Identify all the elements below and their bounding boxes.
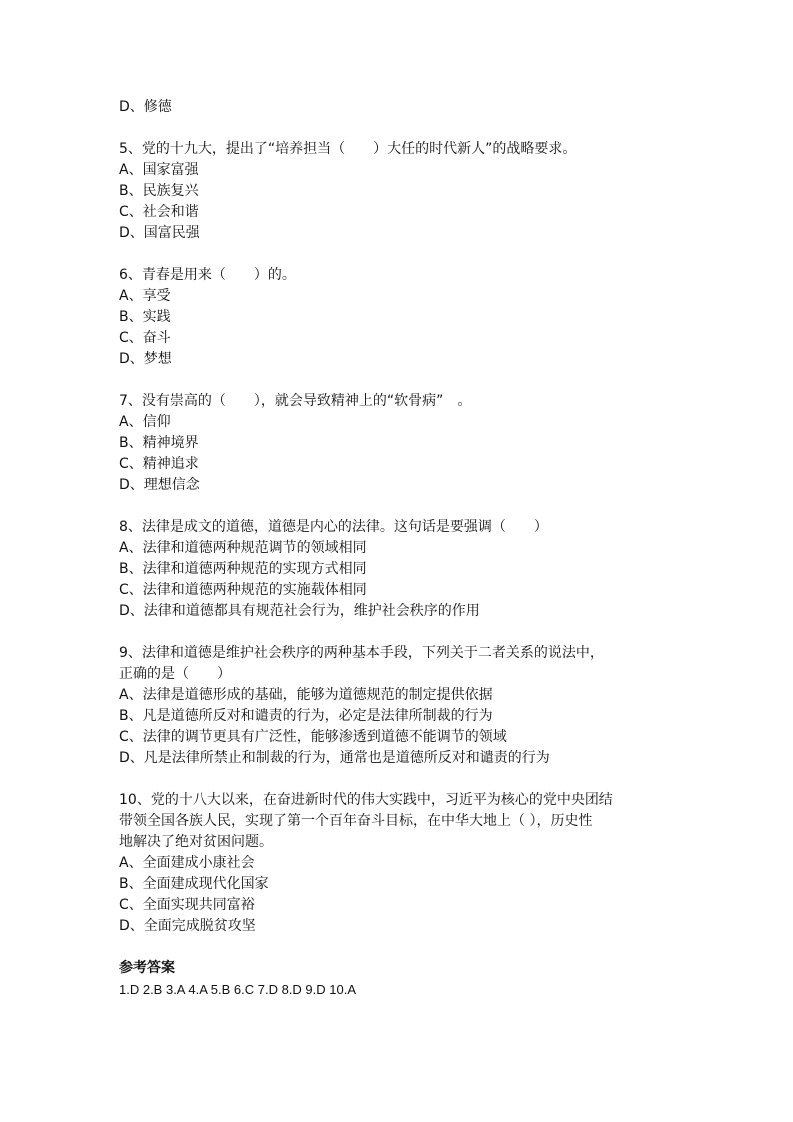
spacer	[119, 769, 679, 790]
spacer	[119, 244, 679, 265]
q10-option-d: D、全面完成脱贫攻坚	[119, 918, 256, 934]
q6-option-a: A、享受	[119, 288, 171, 304]
answer-key-text: 1.D 2.B 3.A 4.A 5.B 6.C 7.D 8.D 9.D 10.A	[119, 982, 357, 997]
q7-option-d: D、理想信念	[119, 477, 200, 493]
q8-option-a: A、法律和道德两种规范调节的领域相同	[119, 540, 367, 556]
q5-option-c: C、社会和谐	[119, 204, 199, 220]
q7-option-a: A、信仰	[119, 414, 171, 430]
q7-option-c: C、精神追求	[119, 456, 199, 472]
answer-key-title: 参考答案	[119, 960, 175, 976]
q10-option-b: B、全面建成现代化国家	[119, 876, 269, 892]
q6-stem: 6、青春是用来（ ）的。	[119, 267, 296, 283]
q6-option-c: C、奋斗	[119, 330, 171, 346]
q9-option-d: D、凡是法律所禁止和制裁的行为，通常也是道德所反对和谴责的行为	[119, 750, 550, 766]
spacer	[119, 496, 679, 517]
q5-stem: 5、党的十九大，提出了“培养担当（ ）大任的时代新人”的战略要求。	[119, 141, 577, 157]
q9-option-a: A、法律是道德形成的基础，能够为道德规范的制定提供依据	[119, 687, 493, 703]
q9-option-c: C、法律的调节更具有广泛性，能够渗透到道德不能调节的领域	[119, 729, 507, 745]
q5-option-b: B、民族复兴	[119, 183, 199, 199]
q5-option-d: D、国富民强	[119, 225, 200, 241]
q9-stem-line-2: 正确的是（ ）	[119, 666, 231, 682]
q10-option-c: C、全面实现共同富裕	[119, 897, 255, 913]
q5-option-a: A、国家富强	[119, 162, 199, 178]
document-page	[119, 97, 679, 1000]
q6-option-d: D、梦想	[119, 351, 172, 367]
spacer	[119, 118, 679, 139]
q8-option-d: D、法律和道德都具有规范社会行为，维护社会秩序的作用	[119, 603, 480, 619]
q7-stem: 7、没有崇高的（ ），就会导致精神上的“软骨病” 。	[119, 393, 472, 409]
q7-option-b: B、精神境界	[119, 435, 199, 451]
spacer	[119, 370, 679, 391]
q8-option-c: C、法律和道德两种规范的实施载体相同	[119, 582, 367, 598]
q10-stem-line-3: 地解决了绝对贫困问题。	[119, 834, 273, 850]
q4-option-d: D、修德	[119, 99, 172, 115]
spacer	[119, 622, 679, 643]
q9-stem-line-1: 9、法律和道德是维护社会秩序的两种基本手段，下列关于二者关系的说法中，	[119, 645, 604, 661]
q10-stem-line-1: 10、党的十八大以来，在奋进新时代的伟大实践中，习近平为核心的党中央团结	[119, 792, 613, 808]
spacer	[119, 937, 679, 958]
q10-stem-line-2: 带领全国各族人民，实现了第一个百年奋斗目标，在中华大地上（ ），历史性	[119, 813, 593, 829]
q9-option-b: B、凡是道德所反对和谴责的行为，必定是法律所制裁的行为	[119, 708, 493, 724]
q6-option-b: B、实践	[119, 309, 171, 325]
q8-option-b: B、法律和道德两种规范的实现方式相同	[119, 561, 367, 577]
q10-option-a: A、全面建成小康社会	[119, 855, 255, 871]
q8-stem: 8、法律是成文的道德，道德是内心的法律。这句话是要强调（ ）	[119, 519, 548, 535]
